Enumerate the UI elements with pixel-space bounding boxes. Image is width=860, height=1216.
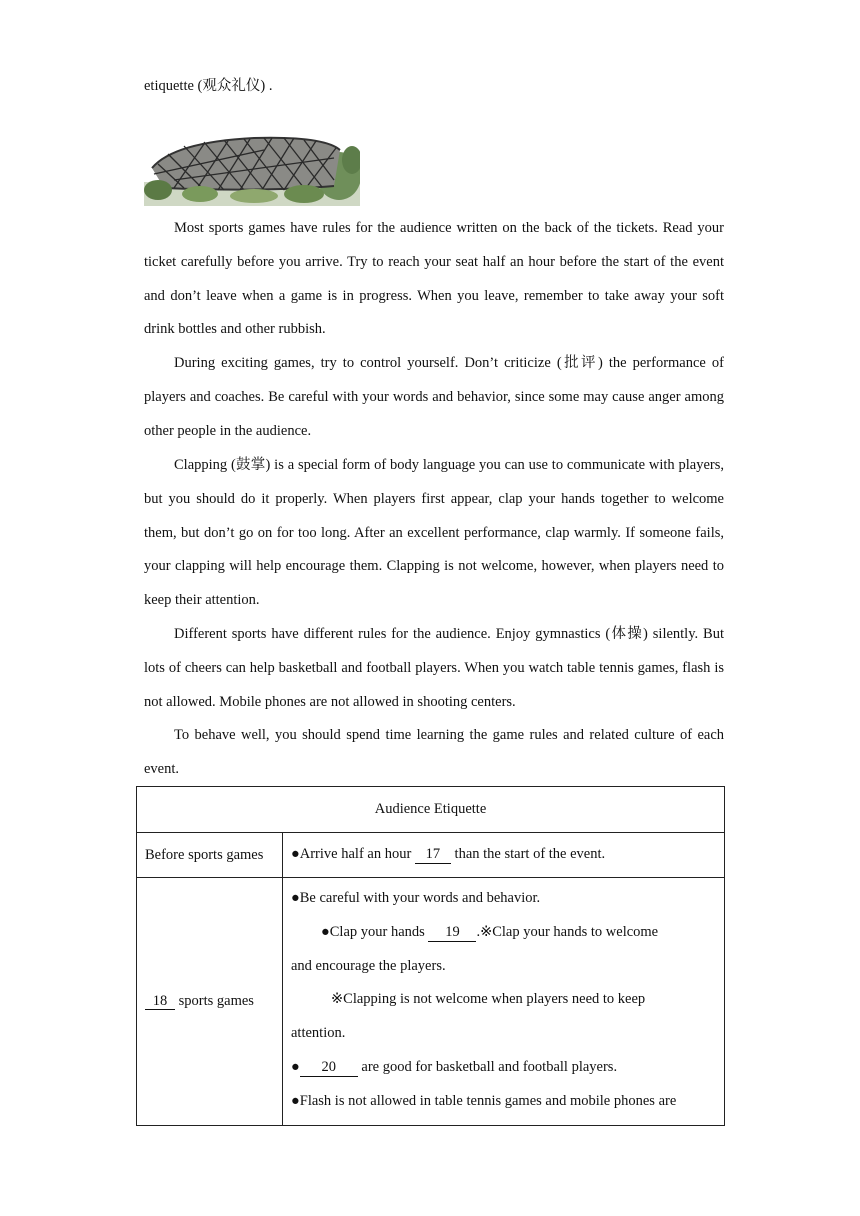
item-careful-words: ●Be careful with your words and behavior. <box>291 890 541 906</box>
row-content-before: ●Arrive half an hour 17 than the start of the event. <box>283 833 725 878</box>
stadium-illustration <box>144 130 360 206</box>
paragraph-5-text: To behave well, you should spend time learning the game rules and related culture of each event. <box>144 727 724 777</box>
intro-line-end: etiquette (观众礼仪) . <box>144 78 273 94</box>
row-label-before: Before sports games <box>137 833 283 878</box>
paragraph-5 <box>144 719 724 787</box>
row-label-during: 18 sports games <box>137 878 283 1126</box>
item-flash-phones: ●Flash is not allowed in table tennis games and mobile phones are <box>291 1092 677 1109</box>
item-clap-hands: ●Clap your hands 19 .※Clap your hands to welcome <box>321 923 659 940</box>
item-clap-hands-cont: and encourage the players. <box>291 957 446 974</box>
paragraph-2-text: During exciting games, try to control yourself. Don’t criticize (批评) the performance of players and coaches. Be careful with your words and behavior, since some may cause anger among other people in the audience. <box>144 355 724 439</box>
paragraph-2 <box>144 347 724 448</box>
paragraph-3 <box>144 449 724 618</box>
blank-19[interactable]: 19 <box>428 925 476 942</box>
item-clapping-not-welcome-cont: attention. <box>291 1025 346 1042</box>
paragraph-4 <box>144 618 724 719</box>
table-title: Audience Etiquette <box>137 787 725 833</box>
item-cheers: ● 20 are good for basketball and football players. <box>291 1058 618 1075</box>
blank-18[interactable]: 18 <box>145 994 175 1011</box>
item-clapping-not-welcome: ※Clapping is not welcome when players need to keep <box>331 991 646 1008</box>
row-content-during <box>283 878 725 1126</box>
paragraph-1-text: Most sports games have rules for the audience written on the back of the tickets. Read your ticket carefully before you arrive. Try to reach your seat half an hour before the start of the event and don’t leave when a game is in progress. When you leave, remember to take away your soft drink bottles and other rubbish. <box>144 220 724 338</box>
paragraph-1 <box>144 212 724 347</box>
paragraph-4-text: Different sports have different rules for the audience. Enjoy gymnastics (体操) silently. But lots of cheers can help basketball and football players. When you watch table tennis games, flash is not allowed. Mobile phones are not allowed in shooting centers. <box>144 626 724 710</box>
paragraph-3-text: Clapping (鼓掌) is a special form of body language you can use to communicate with players, but you should do it properly. When players first appear, clap your hands together to welcome them, but don’t go on for too long. After an excellent performance, clap warmly. If someone fails, your clapping will help encourage them. Clapping is not welcome, however, when players need to keep their attention. <box>144 457 724 609</box>
blank-17[interactable]: 17 <box>415 847 451 864</box>
etiquette-table <box>136 786 725 1126</box>
blank-20[interactable]: 20 <box>300 1060 358 1077</box>
